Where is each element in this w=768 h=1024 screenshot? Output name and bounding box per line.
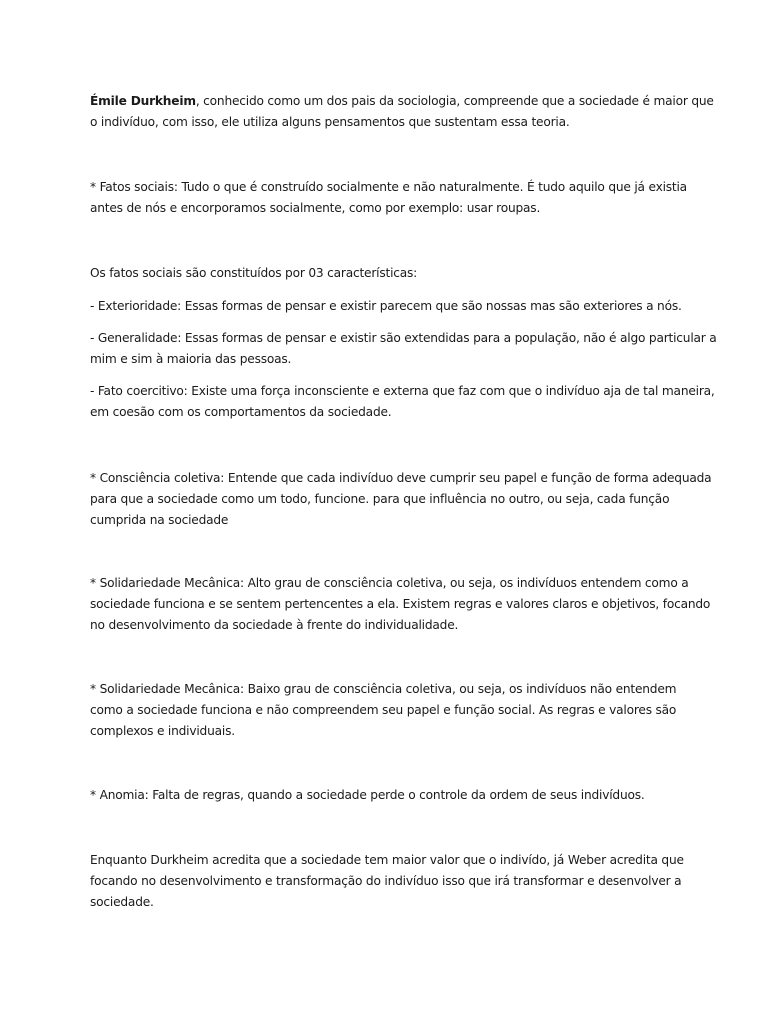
caracteristicas-intro bbox=[90, 263, 690, 284]
consciencia-coletiva-line-3: cumprida na sociedade bbox=[90, 513, 229, 527]
fato-coercitivo-paragraph bbox=[90, 381, 715, 423]
generalidade-line-1: - Generalidade: Essas formas de pensar e existir são extendidas para a população, não é algo particular a bbox=[90, 331, 717, 345]
generalidade-paragraph bbox=[90, 328, 717, 370]
fatos-sociais-line-2: antes de nós e encorporamos socialmente, como por exemplo: usar roupas. bbox=[90, 201, 541, 215]
solidariedade-1-line-3: no desenvolvimento da sociedade à frente do individualidade. bbox=[90, 618, 459, 632]
author-name: Émile Durkheim bbox=[90, 94, 196, 108]
solidariedade-mecanica-paragraph-2 bbox=[90, 679, 690, 742]
exterioridade-paragraph bbox=[90, 296, 690, 317]
fato-coercitivo-line-1: - Fato coercitivo: Existe uma força inconsciente e externa que faz com que o indivíduo aja de tal maneira, bbox=[90, 384, 715, 398]
caracteristicas-intro-text: Os fatos sociais são constituídos por 03 características: bbox=[90, 266, 418, 280]
solidariedade-1-line-1: * Solidariedade Mecânica: Alto grau de consciência coletiva, ou seja, os indivíduos entendem como a bbox=[90, 576, 689, 590]
consciencia-coletiva-line-1: * Consciência coletiva: Entende que cada indivíduo deve cumprir seu papel e função de forma adequada bbox=[90, 471, 712, 485]
anomia-text: * Anomia: Falta de regras, quando a sociedade perde o controle da ordem de seus indivíduos. bbox=[90, 788, 645, 802]
conclusao-line-2: focando no desenvolvimento e transformação do indivíduo isso que irá transformar e desenvolver a bbox=[90, 874, 682, 888]
conclusao-paragraph bbox=[90, 850, 690, 913]
generalidade-line-2: mim e sim à maioria das pessoas. bbox=[90, 352, 292, 366]
intro-line-2: o indivíduo, com isso, ele utiliza alguns pensamentos que sustentam essa teoria. bbox=[90, 115, 570, 129]
consciencia-coletiva-line-2: para que a sociedade como um todo, funcione. para que influência no outro, ou seja, cada função bbox=[90, 492, 670, 506]
consciencia-coletiva-paragraph bbox=[90, 468, 712, 531]
intro-line-1-text: , conhecido como um dos pais da sociologia, compreende que a sociedade é maior que bbox=[195, 94, 714, 108]
fatos-sociais-paragraph bbox=[90, 177, 690, 219]
intro-line-1 bbox=[90, 91, 714, 112]
solidariedade-1-line-2: sociedade funciona e se sentem pertencentes a ela. Existem regras e valores claros e objetivos, focando bbox=[90, 597, 711, 611]
solidariedade-mecanica-paragraph-1 bbox=[90, 573, 711, 636]
conclusao-line-1: Enquanto Durkheim acredita que a sociedade tem maior valor que o indivído, já Weber acredita que bbox=[90, 853, 684, 867]
solidariedade-2-line-3: complexos e individuais. bbox=[90, 724, 235, 738]
solidariedade-2-line-1: * Solidariedade Mecânica: Baixo grau de consciência coletiva, ou seja, os indivíduos não entendem bbox=[90, 682, 677, 696]
anomia-paragraph bbox=[90, 785, 690, 806]
fato-coercitivo-line-2: em coesão com os comportamentos da sociedade. bbox=[90, 405, 392, 419]
solidariedade-2-line-2: como a sociedade funciona e não compreendem seu papel e função social. As regras e valores são bbox=[90, 703, 677, 717]
intro-paragraph bbox=[90, 91, 714, 133]
fatos-sociais-line-1: * Fatos sociais: Tudo o que é construído socialmente e não naturalmente. É tudo aquilo que já existia bbox=[90, 180, 687, 194]
conclusao-line-3: sociedade. bbox=[90, 895, 154, 909]
exterioridade-text: - Exterioridade: Essas formas de pensar e existir parecem que são nossas mas são exteriores a nós. bbox=[90, 299, 682, 313]
